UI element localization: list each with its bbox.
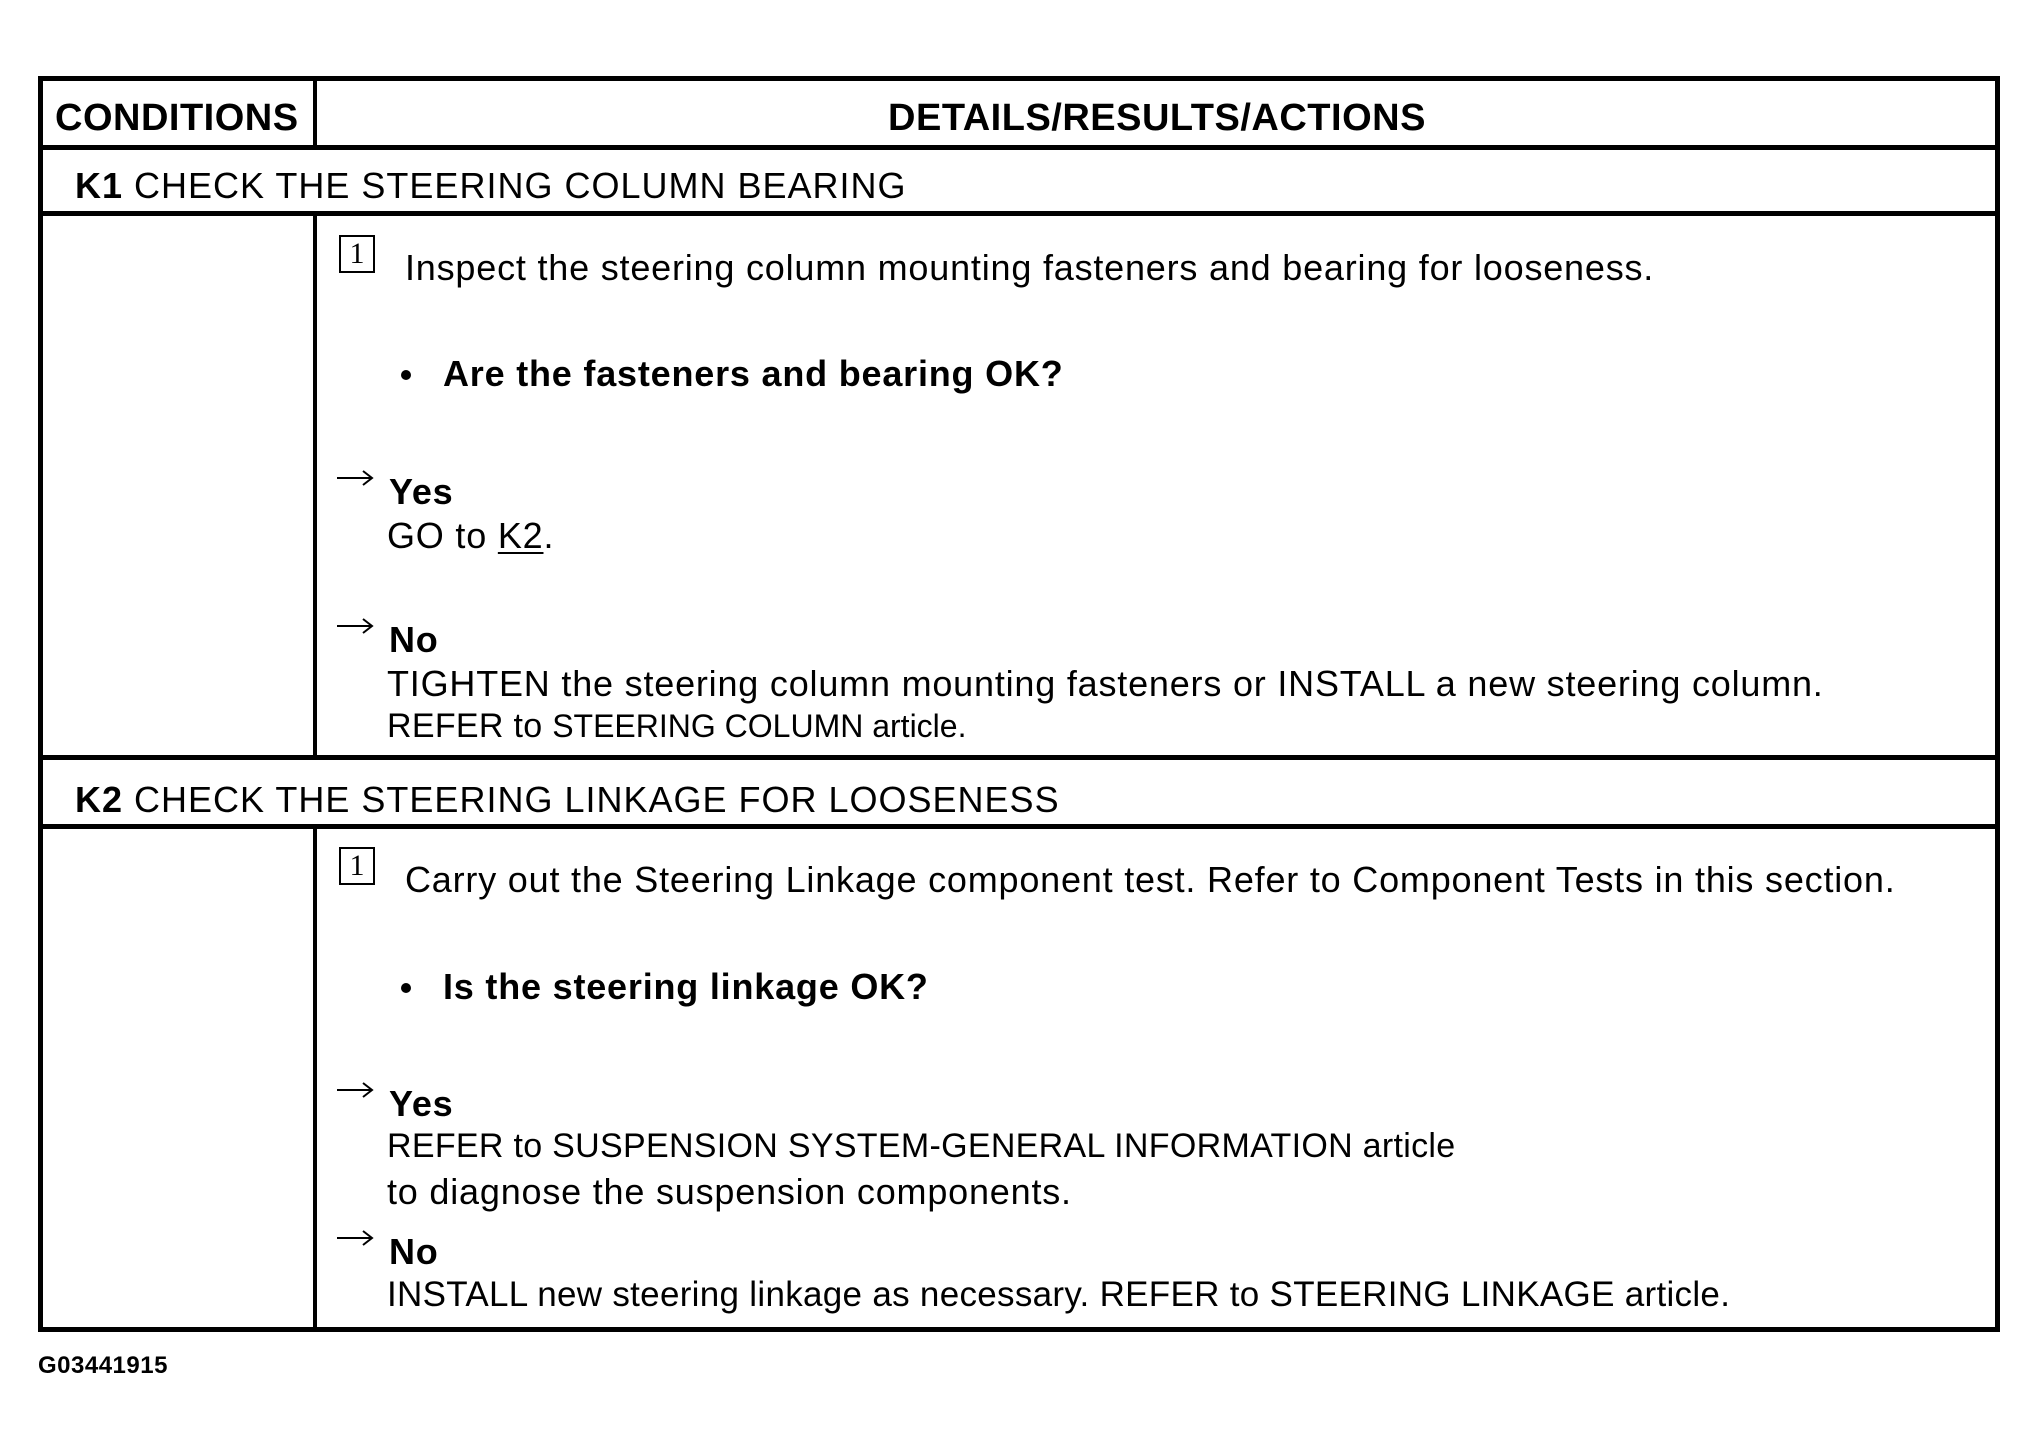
no-action-line1-k1: TIGHTEN the steering column mounting fasteners or INSTALL a new steering column. <box>387 663 1824 704</box>
step-text-k1: Inspect the steering column mounting fasteners and bearing for looseness. <box>405 247 1655 288</box>
yes-label-k2: Yes <box>389 1083 454 1124</box>
divider <box>43 145 1995 150</box>
yes-action-line1-k2: REFER to SUSPENSION SYSTEM-GENERAL INFORMATION article <box>387 1127 1456 1165</box>
no-action-refer-k1: REFER to <box>387 707 543 745</box>
column-divider <box>313 81 317 145</box>
question-k2: Is the steering linkage OK? <box>443 966 929 1007</box>
diagnostic-table <box>38 76 2000 1332</box>
step-text-k2: Carry out the Steering Linkage component test. Refer to Component Tests in this section. <box>405 859 1896 900</box>
bullet-icon <box>401 370 411 380</box>
arrow-right-icon <box>335 467 375 489</box>
section-code-k1: K1 <box>75 165 124 206</box>
arrow-right-icon <box>335 1227 375 1249</box>
section-code-k2: K2 <box>75 779 124 820</box>
column-divider <box>313 829 317 1327</box>
section-title-k2 <box>75 779 1060 821</box>
no-action-line2-k1 <box>387 707 966 746</box>
no-label-k1: No <box>389 619 439 660</box>
section-title-text-k1: CHECK THE STEERING COLUMN BEARING <box>134 165 907 206</box>
section-title-k1 <box>75 165 907 207</box>
bullet-icon <box>401 983 411 993</box>
step-number-box-k2: 1 <box>339 847 375 885</box>
divider <box>43 211 1995 216</box>
divider <box>43 755 1995 760</box>
arrow-right-icon <box>335 615 375 637</box>
link-k2[interactable]: K2 <box>497 515 544 556</box>
arrow-right-icon <box>335 1079 375 1101</box>
no-label-k2: No <box>389 1231 439 1272</box>
yes-action-line2-k2: to diagnose the suspension components. <box>387 1171 1072 1212</box>
yes-action-prefix-k1: GO to <box>387 515 488 556</box>
column-divider <box>313 216 317 755</box>
figure-id: G03441915 <box>38 1352 168 1379</box>
divider <box>43 824 1995 829</box>
question-k1: Are the fasteners and bearing OK? <box>443 353 1064 394</box>
no-action-ref-k1: STEERING COLUMN article. <box>552 708 967 744</box>
step-number-box-k1: 1 <box>339 235 375 273</box>
no-action-line1-k2: INSTALL new steering linkage as necessary. REFER to STEERING LINKAGE article. <box>387 1275 1731 1314</box>
yes-action-suffix-k1: . <box>543 515 555 556</box>
section-title-text-k2: CHECK THE STEERING LINKAGE FOR LOOSENESS <box>134 779 1060 820</box>
yes-action-k1 <box>387 515 554 557</box>
header-details-results-actions: DETAILS/RESULTS/ACTIONS <box>888 97 1426 139</box>
yes-label-k1: Yes <box>389 471 454 512</box>
header-conditions: CONDITIONS <box>55 97 299 139</box>
